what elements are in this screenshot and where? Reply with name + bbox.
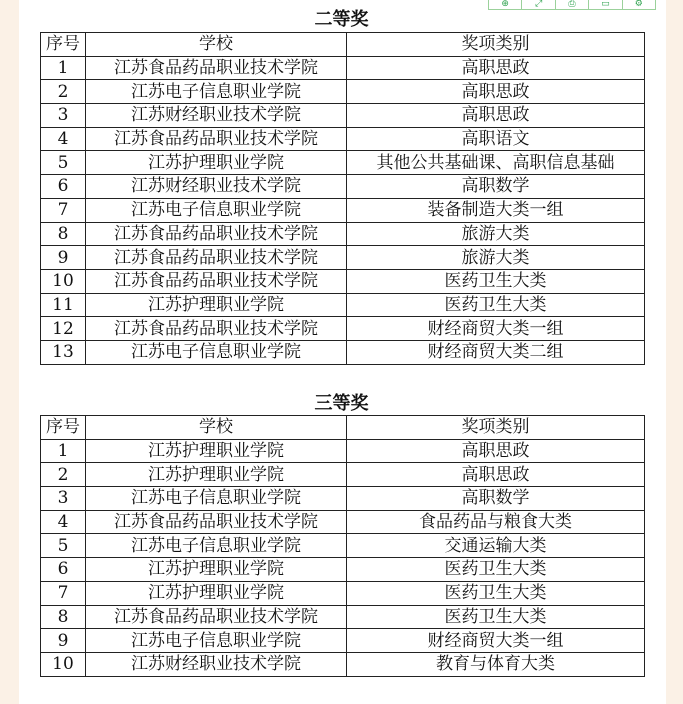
table-row <box>41 439 645 463</box>
cell-category: 医药卫生大类 <box>347 293 645 317</box>
table-row <box>41 510 645 534</box>
third-prize-table <box>40 415 645 677</box>
cell-school: 江苏财经职业技术学院 <box>86 175 347 199</box>
table-row <box>41 293 645 317</box>
cell-category: 高职思政 <box>347 439 645 463</box>
cell-category: 医药卫生大类 <box>347 269 645 293</box>
cell-school: 江苏食品药品职业技术学院 <box>86 605 347 629</box>
section-title-second-prize: 二等奖 <box>314 9 369 30</box>
second-prize-table <box>40 32 645 365</box>
cell-category: 高职语文 <box>347 127 645 151</box>
cell-index: 11 <box>41 293 86 317</box>
table-row <box>41 80 645 104</box>
table-row <box>41 127 645 151</box>
cell-school: 江苏食品药品职业技术学院 <box>86 222 347 246</box>
cell-index: 1 <box>41 56 86 80</box>
cell-school: 江苏电子信息职业学院 <box>86 629 347 653</box>
header-index: 序号 <box>41 33 86 57</box>
table-row <box>41 246 645 270</box>
cell-category: 食品药品与粮食大类 <box>347 510 645 534</box>
cell-category: 其他公共基础课、高职信息基础 <box>347 151 645 175</box>
header-category: 奖项类别 <box>347 416 645 440</box>
cell-index: 10 <box>41 652 86 676</box>
cell-index: 7 <box>41 198 86 222</box>
save-icon[interactable]: ▭ <box>589 0 622 9</box>
table-row <box>41 175 645 199</box>
cell-index: 9 <box>41 629 86 653</box>
settings-icon[interactable]: ⚙ <box>634 0 643 9</box>
table-row <box>41 629 645 653</box>
zoom-in-icon[interactable]: ⊕ <box>489 0 522 9</box>
cell-category: 财经商贸大类一组 <box>347 629 645 653</box>
cell-index: 9 <box>41 246 86 270</box>
cell-index: 1 <box>41 439 86 463</box>
cell-category: 高职思政 <box>347 56 645 80</box>
cell-school: 江苏电子信息职业学院 <box>86 198 347 222</box>
cell-school: 江苏护理职业学院 <box>86 558 347 582</box>
cell-category: 教育与体育大类 <box>347 652 645 676</box>
cell-category: 旅游大类 <box>347 246 645 270</box>
cell-index: 6 <box>41 175 86 199</box>
cell-category: 高职思政 <box>347 463 645 487</box>
cell-category: 高职数学 <box>347 175 645 199</box>
cell-category: 高职思政 <box>347 104 645 128</box>
cell-index: 3 <box>41 487 86 511</box>
table-row <box>41 198 645 222</box>
table-row <box>41 463 645 487</box>
table-row <box>41 222 645 246</box>
cell-index: 5 <box>41 151 86 175</box>
cell-index: 5 <box>41 534 86 558</box>
table-row <box>41 581 645 605</box>
table-row <box>41 652 645 676</box>
cell-category: 财经商贸大类一组 <box>347 317 645 341</box>
table-row <box>41 56 645 80</box>
fullscreen-icon[interactable]: ⤢ <box>522 0 555 9</box>
cell-index: 12 <box>41 317 86 341</box>
cell-school: 江苏电子信息职业学院 <box>86 487 347 511</box>
cell-index: 8 <box>41 222 86 246</box>
cell-school: 江苏护理职业学院 <box>86 463 347 487</box>
cell-school: 江苏护理职业学院 <box>86 151 347 175</box>
cell-school: 江苏电子信息职业学院 <box>86 80 347 104</box>
cell-index: 13 <box>41 340 86 364</box>
cell-school: 江苏电子信息职业学院 <box>86 340 347 364</box>
cell-school: 江苏食品药品职业技术学院 <box>86 510 347 534</box>
cell-category: 医药卫生大类 <box>347 581 645 605</box>
table-row <box>41 487 645 511</box>
section-title-third-prize: 三等奖 <box>314 393 369 414</box>
cell-index: 10 <box>41 269 86 293</box>
table-row <box>41 317 645 341</box>
cell-category: 装备制造大类一组 <box>347 198 645 222</box>
cell-school: 江苏食品药品职业技术学院 <box>86 246 347 270</box>
header-category: 奖项类别 <box>347 33 645 57</box>
table-row <box>41 558 645 582</box>
cell-index: 6 <box>41 558 86 582</box>
cell-category: 高职数学 <box>347 487 645 511</box>
table-row <box>41 534 645 558</box>
cell-category: 旅游大类 <box>347 222 645 246</box>
header-school: 学校 <box>86 33 347 57</box>
cell-index: 7 <box>41 581 86 605</box>
cell-index: 2 <box>41 463 86 487</box>
cell-index: 8 <box>41 605 86 629</box>
cell-school: 江苏食品药品职业技术学院 <box>86 56 347 80</box>
table-row <box>41 151 645 175</box>
cell-index: 2 <box>41 80 86 104</box>
cell-index: 4 <box>41 127 86 151</box>
table-row <box>41 605 645 629</box>
cell-index: 3 <box>41 104 86 128</box>
cell-school: 江苏护理职业学院 <box>86 293 347 317</box>
table-header-row <box>41 416 645 440</box>
table-header-row <box>41 33 645 57</box>
cell-school: 江苏电子信息职业学院 <box>86 534 347 558</box>
cell-school: 江苏财经职业技术学院 <box>86 104 347 128</box>
cell-school: 江苏财经职业技术学院 <box>86 652 347 676</box>
table-row <box>41 269 645 293</box>
table-row <box>41 104 645 128</box>
cell-index: 4 <box>41 510 86 534</box>
header-school: 学校 <box>86 416 347 440</box>
cell-school: 江苏护理职业学院 <box>86 439 347 463</box>
cell-school: 江苏食品药品职业技术学院 <box>86 317 347 341</box>
header-index: 序号 <box>41 416 86 440</box>
cell-category: 财经商贸大类二组 <box>347 340 645 364</box>
cell-category: 交通运输大类 <box>347 534 645 558</box>
cell-school: 江苏食品药品职业技术学院 <box>86 269 347 293</box>
cell-category: 医药卫生大类 <box>347 605 645 629</box>
cell-category: 高职思政 <box>347 80 645 104</box>
table-row <box>41 340 645 364</box>
cell-category: 医药卫生大类 <box>347 558 645 582</box>
cell-school: 江苏护理职业学院 <box>86 581 347 605</box>
print-icon[interactable]: ⎙ <box>556 0 589 9</box>
cell-school: 江苏食品药品职业技术学院 <box>86 127 347 151</box>
